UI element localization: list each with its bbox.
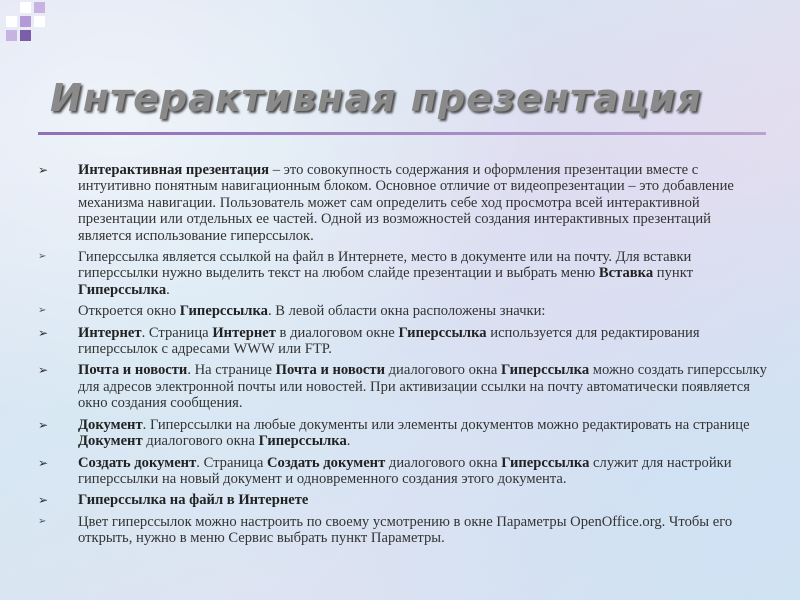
bold-term: Интерактивная презентация: [78, 162, 270, 178]
bold-term: Гиперссылка: [258, 433, 347, 450]
bullet-item: [38, 303, 768, 319]
arrowhead-bullet-icon: ➢: [38, 455, 49, 470]
corner-square-icon: [34, 2, 45, 13]
bold-term: Документ: [78, 433, 143, 450]
corner-square-icon: [20, 30, 31, 41]
bold-term: Вставка: [598, 265, 654, 282]
bold-term: Создать документ: [78, 454, 197, 471]
bold-term: Гиперссылка: [398, 324, 487, 341]
bold-term: Гиперссылка: [501, 454, 590, 471]
title-underline: [38, 132, 766, 135]
bullet-text: диалогового окна: [384, 362, 501, 379]
bold-term: Гиперссылка: [500, 362, 590, 379]
corner-square-icon: [20, 2, 31, 13]
arrowhead-bullet-icon: ➢: [38, 163, 49, 177]
corner-square-icon: [20, 16, 31, 27]
bullet-item: [38, 417, 768, 450]
bold-term: Документ: [78, 416, 143, 433]
bullet-text: в диалоговом окне: [275, 324, 399, 341]
bullet-item: [38, 249, 768, 298]
small-arrowhead-bullet-icon: ➢: [38, 515, 47, 527]
bullet-item: [38, 162, 768, 244]
bullet-text: . На странице: [187, 362, 276, 379]
bullet-text: . Страница: [141, 324, 213, 341]
bullet-text: Цвет гиперссылок можно настроить по своему усмотрению в окне Параметры OpenOffice.org. Чтобы его открыть, нужно в меню Сервис выбрать пункт Параметры.: [78, 513, 733, 547]
bold-term: Гиперссылка: [78, 281, 167, 298]
bullet-text: Откроется окно: [78, 303, 180, 320]
bold-term: Почта и новости: [275, 362, 385, 379]
slide-bullet-list: [38, 162, 768, 552]
slide-title: Интерактивная презентация: [50, 76, 702, 120]
bold-term: Интернет: [78, 324, 142, 341]
bullet-item: [38, 514, 768, 547]
corner-square-icon: [34, 16, 45, 27]
bullet-text: .: [166, 281, 170, 298]
arrowhead-bullet-icon: ➢: [38, 417, 49, 432]
arrowhead-bullet-icon: ➢: [38, 493, 49, 508]
corner-decoration: [0, 0, 70, 50]
corner-square-icon: [6, 30, 17, 41]
bullet-text: можно создать гиперссылку для адресов электронной почты или новостей. При активизации ссылки на почту автоматически появляется окно создания сообщения.: [78, 362, 767, 412]
small-arrowhead-bullet-icon: ➢: [38, 251, 47, 263]
bold-term: Гиперссылка на файл в Интернете: [78, 492, 309, 509]
arrowhead-bullet-icon: ➢: [38, 325, 49, 340]
corner-square-icon: [6, 16, 17, 27]
bullet-item: [38, 455, 768, 488]
bold-term: Почта и новости: [78, 362, 188, 379]
arrowhead-bullet-icon: ➢: [38, 363, 49, 378]
bullet-item: [38, 492, 768, 508]
bullet-text: диалогового окна: [385, 454, 502, 471]
bullet-text: . В левой области окна расположены значки:: [267, 303, 546, 320]
bullet-text: пункт: [653, 265, 693, 282]
bullet-item: [38, 362, 768, 411]
bullet-text: служит для настройки гиперссылки на новый документ и одновременного создания этого документа.: [78, 454, 732, 487]
bullet-text: – это совокупность содержания и оформления презентации вместе с интуитивно понятным навигационным блоком. Основное отличие от видеопрезентации – это добавление механизма навигации. Пользователь может сам определить себе ход просмотра всей интерактивной презентации или отдельных ее частей. Одной из возможностей создания интерактивных презентаций является использование гиперссылок.: [78, 162, 734, 244]
bold-term: Интернет: [212, 324, 276, 341]
bullet-text: Гиперссылка является ссылкой на файл в Интернете, место в документе или на почту. Для вставки гиперссылки нужно выделить текст на любом слайде презентации и выбрать меню: [78, 249, 692, 282]
bullet-text: используется для редактирования гиперссылок с адресами WWW или FTP.: [78, 324, 700, 358]
bullet-item: [38, 325, 768, 358]
small-arrowhead-bullet-icon: ➢: [38, 305, 47, 317]
bullet-text: диалогового окна: [142, 433, 259, 450]
bullet-text: .: [346, 433, 351, 450]
bold-term: Создать документ: [267, 454, 386, 471]
bullet-text: . Гиперссылки на любые документы или элементы документов можно редактировать на странице: [142, 416, 750, 433]
bullet-text: . Страница: [196, 454, 267, 471]
bold-term: Гиперссылка: [179, 303, 268, 320]
